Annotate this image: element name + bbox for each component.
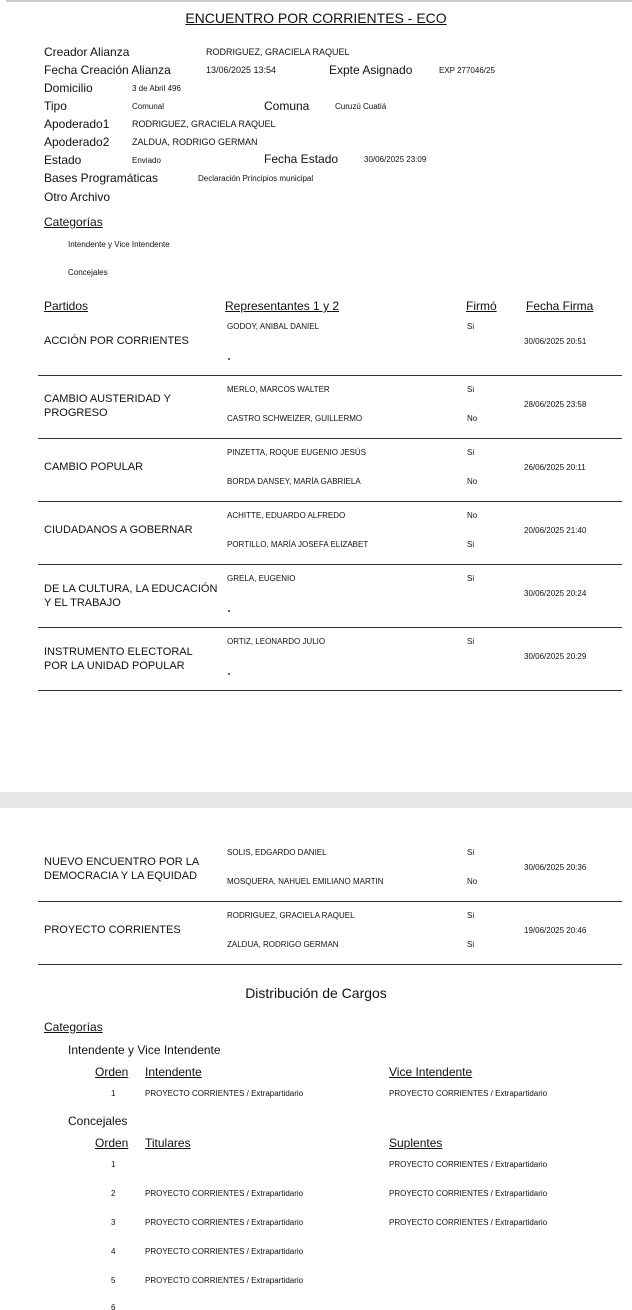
creador-value: RODRIGUEZ, GRACIELA RAQUEL [206,47,350,57]
row-divider [38,564,622,565]
distribucion-categorias-heading: Categorías [44,1020,103,1034]
concejales-heading: Concejales [68,1114,128,1128]
partido-firmo1: Si [467,448,475,457]
concejal-suplente: PROYECTO CORRIENTES / Extrapartidario [389,1218,548,1227]
header-partidos: Partidos [44,299,89,313]
intendente-header-orden: Orden [95,1065,129,1079]
concejales-header-titulares: Titulares [145,1136,191,1150]
partido-name: CAMBIO AUSTERIDAD Y [44,393,171,405]
concejal-titular: PROYECTO CORRIENTES / Extrapartidario [145,1189,304,1198]
concejal-orden: 5 [111,1276,116,1285]
partido-rep1: RODRIGUEZ, GRACIELA RAQUEL [227,911,355,920]
empty-rep-marker [228,358,230,360]
concejal-orden: 3 [111,1218,116,1227]
partido-rep1: GODOY, ANIBAL DANIEL [227,322,320,331]
partido-firmo2: No [467,414,478,423]
partido-fecha-firma: 30/06/2025 20:51 [524,337,587,346]
intendente-value: PROYECTO CORRIENTES / Extrapartidario [145,1089,304,1098]
comuna-value: Curuzú Cuatiá [335,102,387,111]
row-divider [38,627,622,628]
row-divider [38,438,622,439]
partido-name: INSTRUMENTO ELECTORAL [44,646,193,658]
partido-rep1: MERLO, MARCOS WALTER [227,385,330,394]
otro-archivo-label: Otro Archivo [44,190,111,204]
partido-firmo2: No [467,877,478,886]
intendente-header-vice: Vice Intendente [389,1065,473,1079]
fecha-creacion-value: 13/06/2025 13:54 [206,65,277,75]
partido-firmo1: Si [467,322,475,331]
apoderado1-label: Apoderado1 [44,117,110,131]
estado-value: Enviado [132,156,161,165]
categoria-item: Intendente y Vice Intendente [68,240,170,249]
categorias-heading: Categorías [44,215,103,229]
vice-intendente-value: PROYECTO CORRIENTES / Extrapartidario [389,1089,548,1098]
partido-firmo1: Si [467,574,475,583]
document-title: ENCUENTRO POR CORRIENTES - ECO [185,10,447,26]
partido-firmo1: Si [467,385,475,394]
concejal-suplente: PROYECTO CORRIENTES / Extrapartidario [389,1160,548,1169]
partido-firmo1: Si [467,848,475,857]
partido-fecha-firma: 30/06/2025 20:36 [524,863,587,872]
partido-rep1: ORTIZ, LEONARDO JULIO [227,637,326,646]
partido-firmo1: Si [467,637,475,646]
partido-rep2: BORDA DANSEY, MARÍA GABRIELA [227,477,361,486]
partido-rep2: MOSQUERA, NAHUEL EMILIANO MARTIN [227,877,384,886]
domicilio-label: Domicilio [44,81,93,95]
partido-rep2: ZALDUA, RODRIGO GERMAN [227,940,339,949]
tipo-label: Tipo [44,99,67,113]
page-top-border [6,0,632,2]
partido-fecha-firma: 19/06/2025 20:46 [524,926,587,935]
header-representantes: Representantes 1 y 2 [225,299,340,313]
concejal-suplente: PROYECTO CORRIENTES / Extrapartidario [389,1189,548,1198]
partido-name: CIUDADANOS A GOBERNAR [44,524,193,536]
bases-value: Declaración Principios municipal [198,174,314,183]
partido-firmo2: Si [467,540,475,549]
bases-label: Bases Programáticas [44,171,159,185]
distribucion-title: Distribución de Cargos [245,985,387,1001]
row-divider [38,901,622,902]
partido-firmo1: No [467,511,478,520]
partido-rep2: CASTRO SCHWEIZER, GUILLERMO [227,414,363,423]
row-divider [38,690,622,691]
partido-rep2: PORTILLO, MARÍA JOSEFA ELIZABET [227,540,369,549]
partido-name-line2: DEMOCRACIA Y LA EQUIDAD [44,870,198,882]
partido-name-line2: Y EL TRABAJO [44,597,121,609]
concejales-header-suplentes: Suplentes [389,1136,443,1150]
partido-firmo2: Si [467,940,475,949]
partido-name: DE LA CULTURA, LA EDUCACIÓN [44,583,218,595]
expte-label: Expte Asignado [329,63,413,77]
empty-rep-marker [228,610,230,612]
apoderado2-value: ZALDUA, RODRIGO GERMAN [132,137,258,147]
partido-rep1: GRELA, EUGENIO [227,574,296,583]
header-firmo: Firmó [466,299,497,313]
intendente-header-intendente: Intendente [145,1065,202,1079]
partido-name: CAMBIO POPULAR [44,461,144,473]
row-divider [38,501,622,502]
partido-rep1: ACHITTE, EDUARDO ALFREDO [227,511,346,520]
partido-fecha-firma: 30/06/2025 20:24 [524,589,587,598]
partido-fecha-firma: 28/06/2025 23:58 [524,400,587,409]
fecha-estado-value: 30/06/2025 23:09 [364,155,427,164]
partido-name-line2: POR LA UNIDAD POPULAR [44,660,185,672]
partido-firmo2: No [467,477,478,486]
empty-rep-marker [228,673,230,675]
partido-name: PROYECTO CORRIENTES [44,924,181,936]
apoderado2-label: Apoderado2 [44,135,110,149]
creador-label: Creador Alianza [44,45,130,59]
expte-value: EXP 277046/25 [439,66,495,75]
row-divider [38,964,622,965]
tipo-value: Comunal [132,102,165,111]
apoderado1-value: RODRIGUEZ, GRACIELA RAQUEL [132,119,276,129]
concejal-orden: 2 [111,1189,116,1198]
categoria-item: Concejales [68,268,108,277]
partido-rep1: PINZETTA, ROQUE EUGENIO JESÚS [227,448,366,457]
intendente-orden: 1 [111,1089,116,1098]
partido-name: NUEVO ENCUENTRO POR LA [44,856,200,868]
fecha-estado-label: Fecha Estado [264,152,339,166]
partido-fecha-firma: 26/06/2025 20:11 [524,463,586,472]
concejales-header-orden: Orden [95,1136,129,1150]
concejal-titular: PROYECTO CORRIENTES / Extrapartidario [145,1276,304,1285]
partido-fecha-firma: 30/06/2025 20:29 [524,652,587,661]
row-divider [38,375,622,376]
concejal-orden: 6 [111,1303,116,1310]
concejal-titular: PROYECTO CORRIENTES / Extrapartidario [145,1218,304,1227]
fecha-creacion-label: Fecha Creación Alianza [44,63,171,77]
partido-firmo1: Si [467,911,475,920]
comuna-label: Comuna [264,99,310,113]
estado-label: Estado [44,153,82,167]
intendente-heading: Intendente y Vice Intendente [68,1043,221,1057]
partido-name: ACCIÓN POR CORRIENTES [44,335,189,347]
partido-fecha-firma: 20/06/2025 21:40 [524,526,587,535]
concejal-orden: 4 [111,1247,116,1256]
concejal-orden: 1 [111,1160,116,1169]
partido-name-line2: PROGRESO [44,407,108,419]
document-page-2 [0,808,632,1310]
concejal-titular: PROYECTO CORRIENTES / Extrapartidario [145,1247,304,1256]
partido-rep1: SOLIS, EDGARDO DANIEL [227,848,327,857]
domicilio-value: 3 de Abril 496 [132,84,181,93]
header-fecha-firma: Fecha Firma [526,299,594,313]
